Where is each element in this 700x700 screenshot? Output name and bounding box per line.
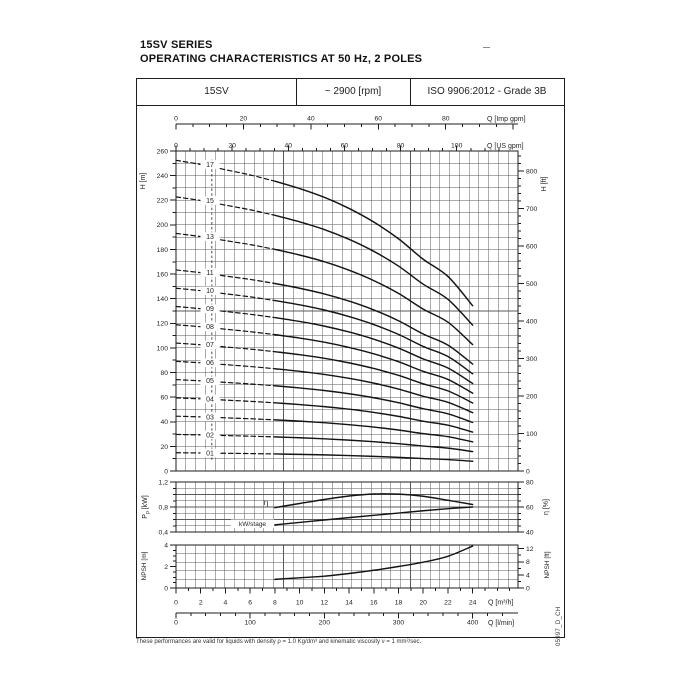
svg-text:60: 60 [160,394,168,402]
svg-text:15: 15 [206,197,214,205]
svg-text:20: 20 [239,115,248,123]
svg-text:Pp [kW]: $P_p$ [kW] [142,495,151,519]
svg-text:0: 0 [526,585,530,593]
svg-text:40: 40 [526,529,534,537]
svg-text:260: 260 [156,148,168,156]
page-title-series: 15SV SERIES [140,39,213,51]
svg-text:800: 800 [526,168,538,176]
svg-text:Q [US gpm]: Q [US gpm] [487,143,524,150]
svg-text:8: 8 [526,559,530,567]
svg-text:14: 14 [345,599,353,607]
svg-text:Q [m³/h]: Q [m³/h] [488,599,514,607]
svg-text:10: 10 [206,288,214,296]
svg-text:0: 0 [174,142,178,150]
svg-text:60: 60 [374,115,383,123]
svg-text:80: 80 [396,142,405,150]
svg-text:60: 60 [340,142,349,150]
svg-text:05: 05 [206,378,214,386]
svg-text:NPSH [ft]: NPSH [ft] [544,551,551,579]
svg-text:12: 12 [320,599,329,607]
svg-text:6: 6 [248,599,253,607]
svg-text:80: 80 [526,479,534,487]
svg-text:0,4: 0,4 [158,529,168,537]
svg-text:100: 100 [526,430,538,438]
svg-text:300: 300 [392,619,405,627]
svg-text:60: 60 [526,504,534,512]
svg-text:400: 400 [526,318,538,326]
svg-text:13: 13 [206,234,214,241]
svg-text:20: 20 [160,443,168,451]
svg-text:0: 0 [174,115,178,123]
svg-text:04: 04 [206,396,214,404]
header-cell-speed: ~ 2900 [rpm] [324,86,382,97]
svg-text:1,2: 1,2 [158,479,168,487]
svg-text:4: 4 [223,599,228,607]
svg-text:240: 240 [156,173,168,181]
svg-text:02: 02 [206,432,214,440]
drawing-code-vertical: 05997_D_CH [556,606,562,646]
header-cell-standard: ISO 9906:2012 - Grade 3B [427,86,547,97]
svg-text:07: 07 [206,342,214,350]
svg-text:η [%]: η [%] [543,499,550,515]
svg-text:100: 100 [156,345,168,353]
svg-text:80: 80 [160,369,168,377]
svg-text:NPSH [m]: NPSH [m] [141,551,148,581]
svg-text:40: 40 [160,419,168,427]
svg-text:0: 0 [174,599,178,607]
svg-text:140: 140 [156,296,168,304]
svg-text:220: 220 [156,197,168,205]
svg-text:40: 40 [307,115,315,123]
svg-text:Q [l/min]: Q [l/min] [488,620,515,627]
svg-text:10: 10 [295,599,304,607]
svg-text:400: 400 [466,619,479,627]
svg-text:17: 17 [206,161,214,169]
svg-text:300: 300 [526,355,538,363]
footer-validity-note: These performances are valid for liquids with density ρ = 1.0 Kg/dm³ and kinematic viscosity ν = 1 mm²/sec. [136,639,422,645]
svg-text:0,8: 0,8 [158,504,168,512]
svg-text:H [ft]: H [ft] [541,176,548,192]
svg-text:80: 80 [441,115,450,123]
svg-text:03: 03 [206,414,214,422]
svg-text:180: 180 [156,246,168,254]
svg-text:120: 120 [156,320,168,328]
svg-text:Q [Imp gpm]: Q [Imp gpm] [487,116,526,123]
header-cell-model: 15SV [204,86,229,97]
svg-text:100: 100 [451,142,463,150]
svg-text:160: 160 [156,271,168,279]
svg-text:01: 01 [206,450,214,458]
svg-text:kW/stage: kW/stage [238,521,267,528]
svg-text:H [m]: H [m] [140,172,147,190]
svg-text:20: 20 [419,599,427,607]
svg-text:18: 18 [394,599,403,607]
svg-text:8: 8 [272,599,277,607]
svg-text:200: 200 [156,222,168,230]
svg-text:600: 600 [526,243,538,251]
svg-text:20: 20 [228,142,236,150]
svg-text:09: 09 [206,306,214,314]
svg-text:06: 06 [206,360,214,368]
svg-text:4: 4 [164,542,168,550]
svg-text:40: 40 [284,142,293,150]
svg-text:200: 200 [318,619,330,627]
svg-text:500: 500 [526,280,538,288]
svg-text:4: 4 [526,572,530,580]
svg-text:η: η [263,498,269,507]
page-title-characteristics: OPERATING CHARACTERISTICS AT 50 Hz, 2 POLES [140,53,423,65]
svg-text:700: 700 [526,205,538,213]
svg-text:11: 11 [206,270,214,278]
svg-text:16: 16 [369,599,378,607]
svg-text:08: 08 [206,324,214,332]
svg-text:12: 12 [526,546,534,554]
svg-text:2: 2 [198,599,203,607]
svg-text:0: 0 [526,468,530,476]
svg-text:0: 0 [164,585,168,593]
svg-text:100: 100 [244,619,256,627]
svg-text:2: 2 [164,563,168,571]
svg-text:22: 22 [444,599,452,607]
svg-text:0: 0 [174,619,178,627]
svg-text:0: 0 [164,468,168,476]
svg-text:24: 24 [468,599,477,607]
svg-text:200: 200 [526,393,538,401]
